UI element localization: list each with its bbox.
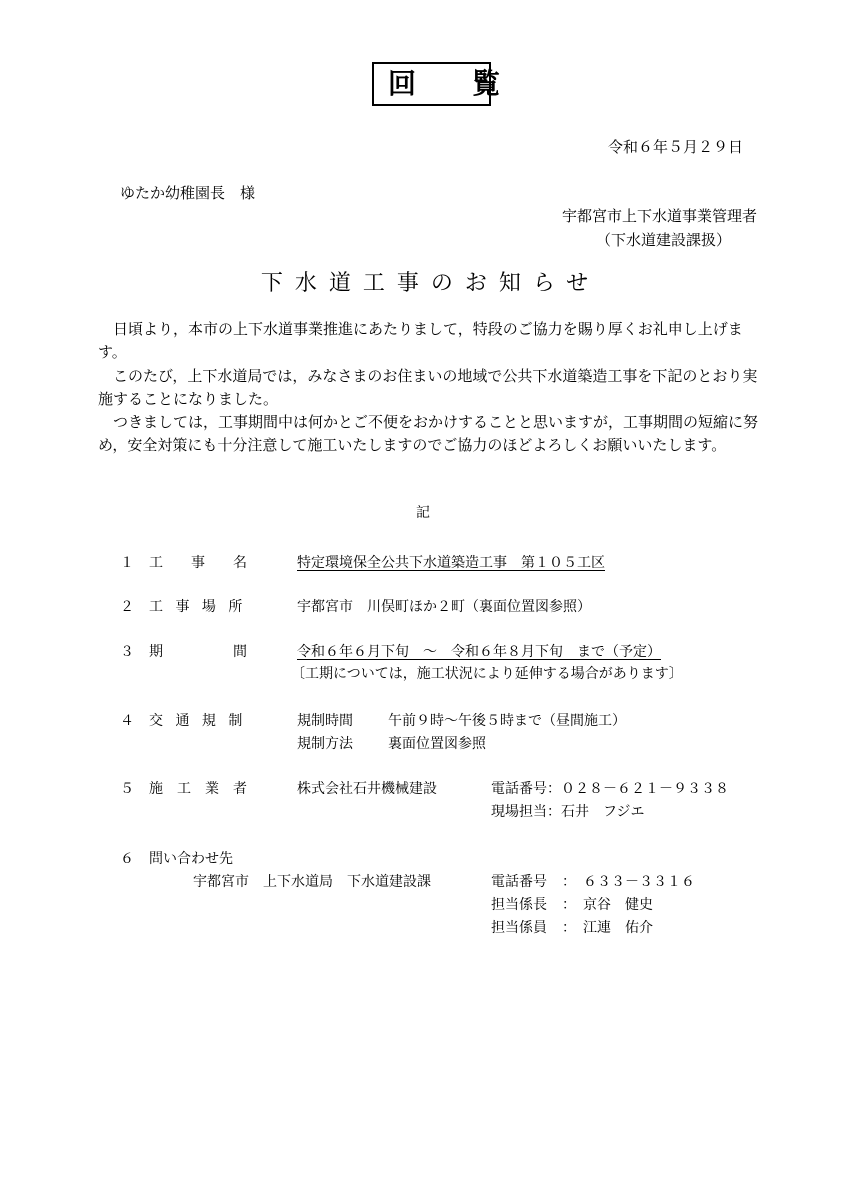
item-4-method-value: 裏面位置図参照 [388, 736, 486, 752]
item-4-time-value: 午前９時～午後５時まで（昼間施工） [388, 713, 626, 729]
item-3-value: 令和６年６月下旬 ～ 令和６年８月下旬 まで（予定） [297, 644, 661, 660]
sender-dept: （下水道建設課扱） [595, 231, 731, 249]
item-6-label: 問い合わせ先 [149, 851, 233, 867]
item-6-chief-label: 担当係長 [491, 897, 547, 913]
ki-heading: 記 [416, 505, 430, 521]
item-1-value: 特定環境保全公共下水道築造工事 第１０５工区 [297, 555, 605, 571]
item-3-label: 期 間 [149, 644, 247, 660]
item-6-phone-label: 電話番号 [491, 874, 547, 890]
recipient: ゆたか幼稚園長 様 [120, 184, 256, 202]
item-3-number: ３ [120, 644, 134, 660]
item-5-label: 施 工 業 者 [149, 781, 247, 797]
item-6-phone-value: ６３３－３３１６ [583, 874, 695, 890]
body-paragraph-1: 日頃より，本市の上下水道事業推進にあたりまして，特段のご協力を賜り厚くお礼申し上げます。 [98, 320, 743, 362]
item-6-sep-1: ： [562, 874, 576, 890]
item-4-time-label: 規制時間 [297, 713, 353, 729]
item-6-number: ６ [120, 851, 134, 867]
body-paragraph-2: このたび，上下水道局では，みなさまのお住まいの地域で公共下水道築造工事を下記のとおり実施することになりました。 [98, 366, 758, 408]
item-5-phone: 電話番号：０２８－６２１－９３３８ [491, 781, 729, 797]
item-6-staff-label: 担当係員 [491, 920, 547, 936]
body-paragraph-3: つきましては，工事期間中は何かとご不便をおかけすることと思いますが，工事期間の短縮に努め，安全対策にも十分注意して施工いたしますのでご協力のほどよろしくお願いいたします。 [98, 413, 759, 455]
item-4-label: 交 通 規 制 [149, 713, 247, 729]
item-6-staff-value: 江連 佑介 [583, 920, 653, 936]
circular-stamp-box: 回 覧 [372, 62, 491, 106]
item-4-method-label: 規制方法 [297, 736, 353, 752]
sender-org: 宇都宮市上下水道事業管理者 [561, 207, 757, 225]
document-title: 下水道工事のお知らせ [260, 271, 601, 296]
item-2-number: ２ [120, 599, 134, 615]
item-3-note: 〔工期については，施工状況により延伸する場合があります〕 [291, 666, 683, 682]
item-6-sep-2: ： [562, 897, 576, 913]
issue-date: 令和６年５月２９日 [607, 138, 743, 156]
item-5-number: ５ [120, 781, 134, 797]
item-1-number: １ [120, 555, 134, 571]
item-6-chief-value: 京谷 健史 [583, 897, 653, 913]
item-4-number: ４ [120, 713, 134, 729]
body-text [98, 318, 758, 458]
item-2-value: 宇都宮市 川俣町ほか２町（裏面位置図参照） [297, 599, 591, 615]
item-5-site-contact: 現場担当：石井 フジエ [491, 804, 645, 820]
item-1-label: 工 事 名 [149, 555, 247, 571]
item-6-org: 宇都宮市 上下水道局 下水道建設課 [193, 874, 431, 890]
item-5-company: 株式会社石井機械建設 [297, 781, 437, 797]
item-6-sep-3: ： [562, 920, 576, 936]
item-2-label: 工 事 場 所 [149, 599, 247, 615]
